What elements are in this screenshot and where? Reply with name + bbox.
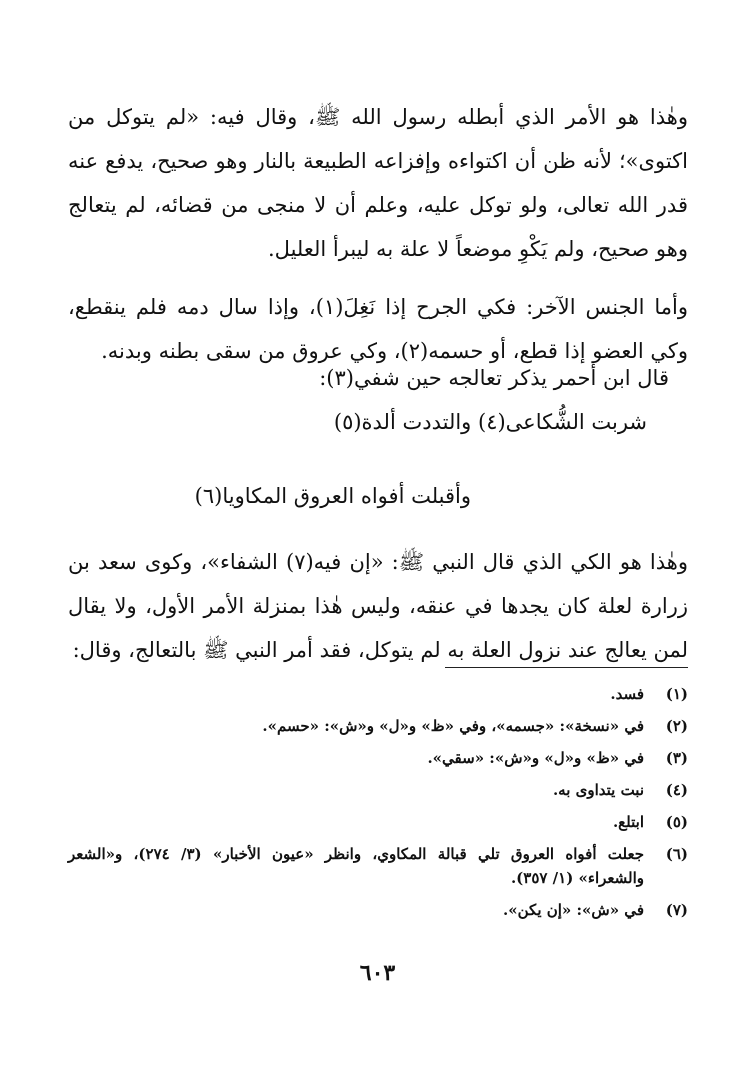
- footnote-number: (٣): [665, 749, 688, 767]
- main-text-block-1: [68, 95, 688, 373]
- paragraph-2: وأما الجنس الآخر: فكي الجرح إذا نَغِلَ(١)، وإذا سال دمه فلم ينقطع، وكي العضو إذا قطع، أو حسمه(٢)، وكي عروق من سقى بطنه وبدنه.: [68, 295, 688, 363]
- footnote-number: (٦): [665, 845, 688, 863]
- paragraph-3: وهٰذا هو الكي الذي قال النبي ﷺ: «إن فيه(٧) الشفاء»، وكوى سعد بن زرارة لعلة كان يجدها في عنقه، وليس هٰذا بمنزلة الأمر الأول، ولا يقال لمن يعالج عند نزول العلة به لم يتوكل، فقد أمر النبي ﷺ بالتعالج، وقال:: [68, 550, 689, 662]
- footnote-item: [68, 682, 688, 706]
- footnote-text: جعلت أفواه العروق تلي قبالة المكاوي، وانظر «عيون الأخبار» (٣/ ٢٧٤)، و«الشعر والشعراء» (١/ ٣٥٧).: [68, 845, 645, 887]
- footnote-text: فسد.: [610, 685, 644, 703]
- footnote-number: (٥): [665, 813, 688, 831]
- footnote-item: [68, 810, 688, 834]
- footnote-text: في «ش»: «إن يكن».: [503, 901, 644, 919]
- page-number: ٦٠٣: [359, 960, 396, 986]
- poem-intro: قال ابن أحمر يذكر تعالجه حين شفي(٣):: [319, 366, 669, 390]
- footnote-number: (٧): [665, 901, 688, 919]
- footnote-item: [68, 778, 688, 802]
- footnote-text: في «ظ» و«ل» و«ش»: «سقي».: [427, 749, 644, 767]
- footnotes: [68, 682, 688, 930]
- footnote-text: نبت يتداوى به.: [552, 781, 644, 799]
- footnote-item: [68, 898, 688, 922]
- verse-first-hemistich: شربت الشُّكاعى(٤) والتددت ألدة(٥): [333, 410, 647, 434]
- footnote-text: في «نسخة»: «جسمه»، وفي «ظ» و«ل» و«ش»: «حسم».: [262, 717, 644, 735]
- footnote-separator: [445, 667, 688, 668]
- verse-second-hemistich: وأقبلت أفواه العروق المكاويا(٦): [194, 484, 471, 508]
- footnote-item: [68, 746, 688, 770]
- footnote-number: (١): [665, 685, 688, 703]
- main-text-block-2: [68, 540, 688, 672]
- footnote-text: ابتلع.: [612, 813, 644, 831]
- footnote-item: [68, 842, 688, 890]
- footnote-number: (٤): [665, 781, 688, 799]
- footnote-item: [68, 714, 688, 738]
- paragraph-1: وهٰذا هو الأمر الذي أبطله رسول الله ﷺ، وقال فيه: «لم يتوكل من اكتوى»؛ لأنه ظن أن اكتواءه وإفزاعه الطبيعة بالنار وهو صحيح، يدفع عنه قدر الله تعالى، ولو توكل عليه، وعلم أن لا منجى من قضائه، لم يتعالج وهو صحيح، ولم يَكْوِ موضعاً لا علة به ليبرأ العليل.: [68, 105, 688, 261]
- footnote-number: (٢): [665, 717, 688, 735]
